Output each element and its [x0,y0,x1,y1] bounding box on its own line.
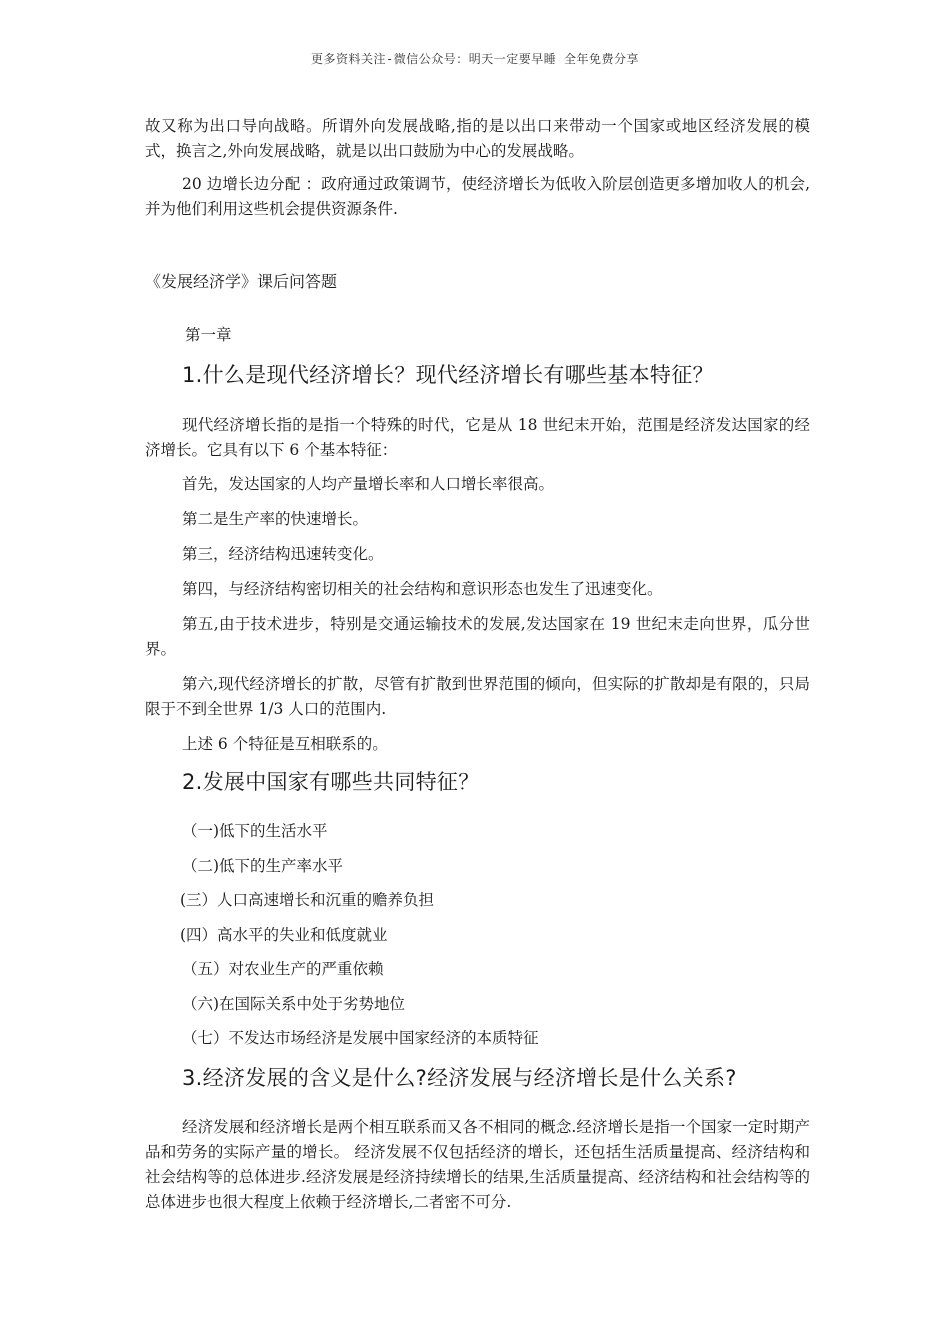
list-item: (三）人口高速增长和沉重的赡养负担 [180,891,435,909]
question-3-title: 3.经济发展的含义是什么?经济发展与经济增长是什么关系? [182,1065,737,1090]
feature-item: 第四，与经济结构密切相关的社会结构和意识形态也发生了迅速变化。 [182,580,663,598]
question-2-list [145,819,810,1051]
list-item: （一)低下的生活水平 [182,822,328,840]
list-item: (四）高水平的失业和低度就业 [180,925,388,944]
list-item: （二)低下的生产率水平 [182,856,344,875]
question-2-title: 2.发展中国家有哪些共同特征？ [182,770,480,794]
feature-item: 上述 6 个特征是互相联系的。 [182,735,388,753]
feature-item: 第六,现代经济增长的扩散，尽管有扩散到世界范围的倾向，但实际的扩散却是有限的，只局限于不到全世界 1/3 人口的范围内. [145,675,810,718]
question-1-features [145,472,810,757]
chapter-heading: 第一章 [185,326,232,344]
list-item: （七）不发达市场经济是发展中国家经济的本质特征 [182,1029,539,1047]
question-1-lead: 现代经济增长指的是指一个特殊的时代，它是从 18 世纪末开始，范围是经济发达国家的经济增长。它具有以下 6 个基本特征： [145,416,810,459]
feature-item: 第五,由于技术进步，特别是交通运输技术的发展,发达国家在 19 世纪末走向世界，瓜分世界。 [145,615,810,658]
book-title: 《发展经济学》课后问答题 [145,272,338,291]
document-body [145,114,810,1215]
list-item: （五）对农业生产的严重依赖 [182,960,384,978]
feature-item: 第二是生产率的快速增长。 [182,510,369,528]
page-header: 更多资料关注-微信公众号：明天一定要早睡 全年免费分享 [311,52,639,66]
list-item: （六)在国际关系中处于劣势地位 [182,994,406,1013]
question-3-answer: 经济发展和经济增长是两个相互联系而又各不相同的概念.经济增长是指一个国家一定时期产品和劳务的实际产量的增长。 经济发展不仅包括经济的增长，还包括生活质量提高、经济结构和社会结构等的总体进步.经济发展是经济持续增长的结果,生活质量提高、经济结构和社会结构等的总体进步也很大程度上依赖于经济增长,二者密不可分. [145,1117,810,1211]
intro-paragraph-1: 故又称为出口导向战略。所谓外向发展战略,指的是以出口来带动一个国家或地区经济发展的模式，换言之,外向发展战略，就是以出口鼓励为中心的发展战略。 [145,117,810,160]
intro-paragraph-2: 20 边增长边分配 ：政府通过政策调节，使经济增长为低收入阶层创造更多增加收人的机会,并为他们利用这些机会提供资源条件. [145,175,810,218]
feature-item: 第三，经济结构迅速转变化。 [182,545,384,563]
question-1-title: 1.什么是现代经济增长？现代经济增长有哪些基本特征？ [182,363,714,387]
feature-item: 首先，发达国家的人均产量增长率和人口增长率很高。 [182,475,555,493]
